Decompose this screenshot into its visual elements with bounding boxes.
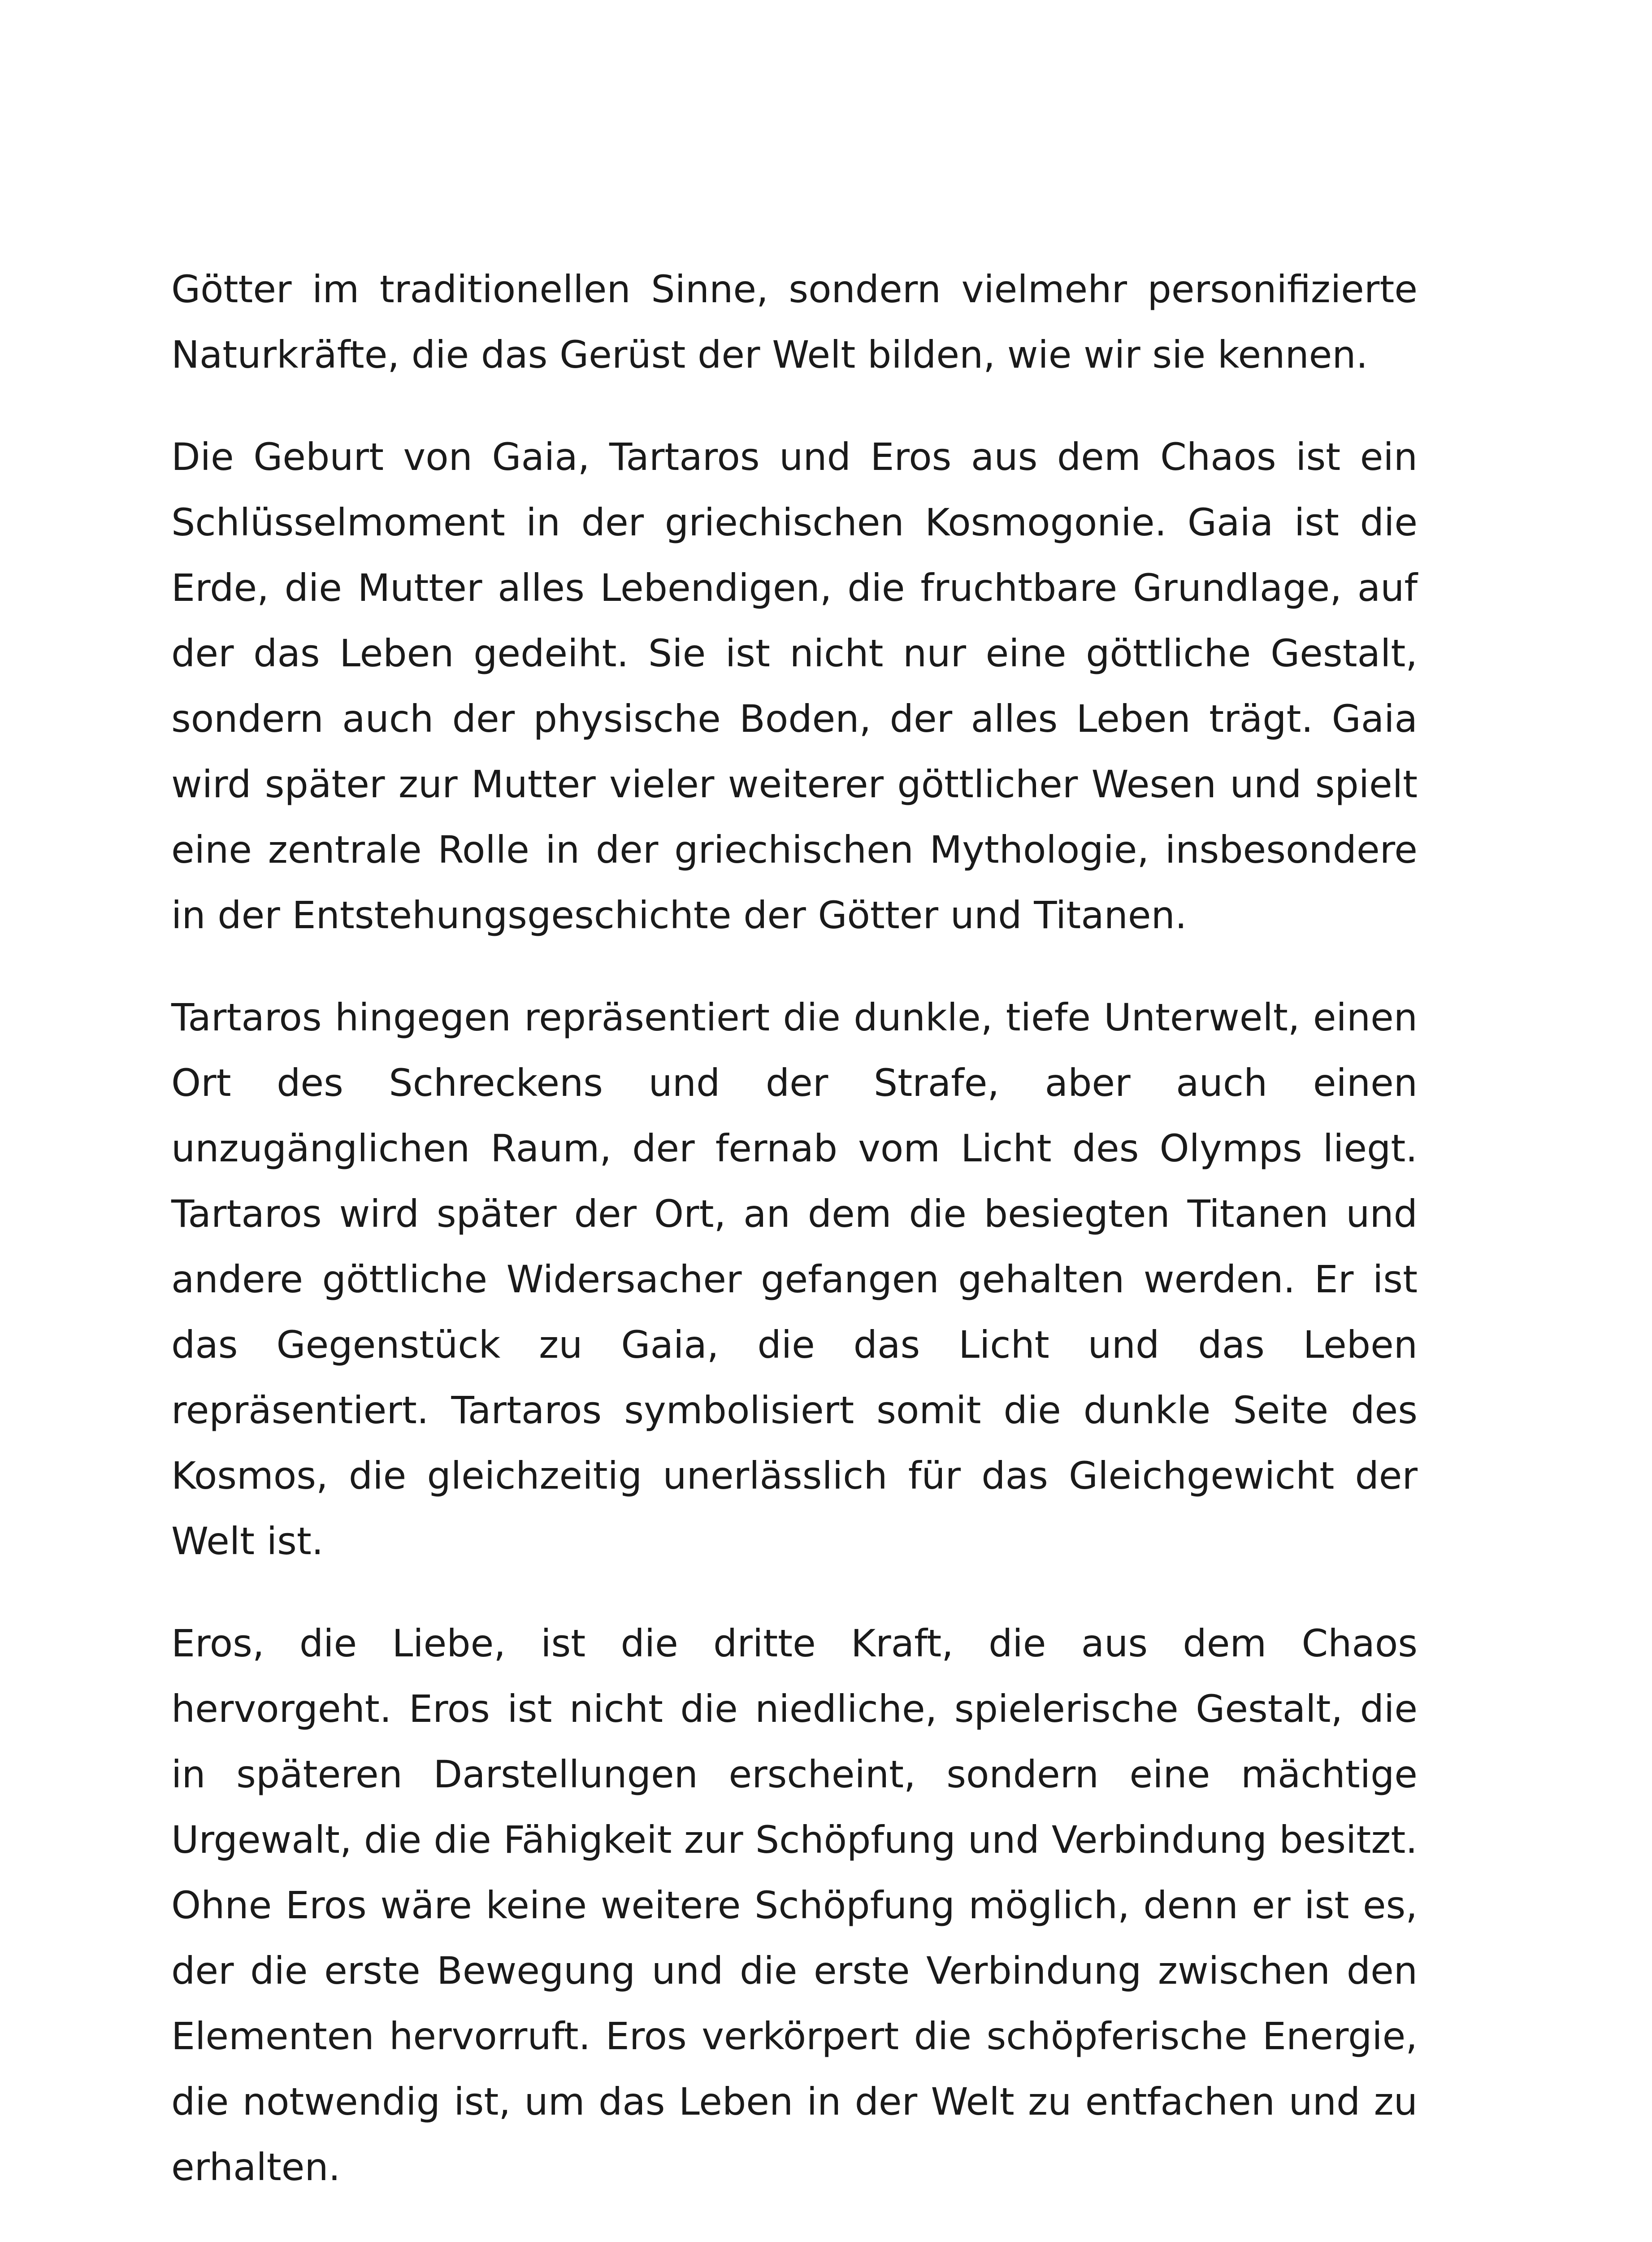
paragraph-3: Tartaros hingegen repräsentiert die dunkle, tiefe Unterwelt, einen Ort des Schreckens und der Strafe, aber auch einen unzugänglichen Raum, der fernab vom Licht des Olymps liegt. Tartaros wird später der Ort, an dem die besiegten Titanen und andere göttliche Widersacher gefangen gehalten werden. Er ist das Gegenstück zu Gaia, die das Licht und das Leben repräsentiert. Tartaros symbolisiert somit die dunkle Seite des Kosmos, die gleichzeitig unerlässlich für das Gleichgewicht der Welt ist. <box>171 995 1418 1563</box>
paragraph-2: Die Geburt von Gaia, Tartaros und Eros aus dem Chaos ist ein Schlüsselmoment in der griechischen Kosmogonie. Gaia ist die Erde, die Mutter alles Lebendigen, die fruchtbare Grundlage, auf der das Leben gedeiht. Sie ist nicht nur eine göttliche Gestalt, sondern auch der physische Boden, der alles Leben trägt. Gaia wird später zur Mutter vieler weiterer göttlicher Wesen und spielt eine zentrale Rolle in der griechischen Mythologie, insbesondere in der Entstehungsgeschichte der Götter und Titanen. <box>171 435 1418 937</box>
paragraph-4: Eros, die Liebe, ist die dritte Kraft, die aus dem Chaos hervorgeht. Eros ist nicht die niedliche, spielerische Gestalt, die in späteren Darstellungen erscheint, sondern eine mächtige Urgewalt, die die Fähigkeit zur Schöpfung und Verbindung besitzt. Ohne Eros wäre keine weitere Schöpfung möglich, denn er ist es, der die erste Bewegung und die erste Verbindung zwischen den Elementen hervorruft. Eros verkörpert die schöpferische Energie, die notwendig ist, um das Leben in der Welt zu entfachen und zu erhalten. <box>171 1621 1418 2189</box>
paragraph-1: Götter im traditionellen Sinne, sondern vielmehr personifizierte Naturkräfte, die das Gerüst der Welt bilden, wie wir sie kennen. <box>171 267 1418 377</box>
body-text <box>171 256 1418 2200</box>
